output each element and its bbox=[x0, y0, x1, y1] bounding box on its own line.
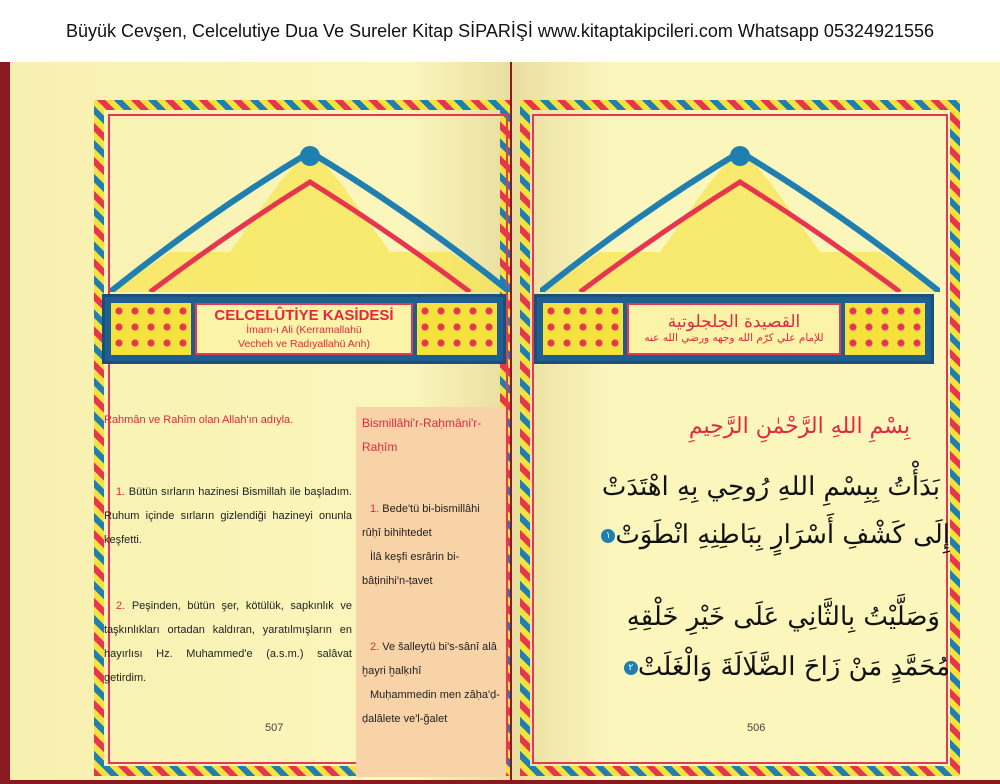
title-banner bbox=[534, 294, 934, 364]
verse-number: 1. bbox=[116, 486, 126, 498]
page-number: 506 bbox=[747, 722, 766, 734]
right-page bbox=[512, 62, 1000, 780]
transliteration-line: Muḥammedin men zâḥa'ḍ-ḍalâlete ve'l-ğalet bbox=[362, 689, 500, 725]
verse-translation: Peşinden, bütün şer, kötülük, sapkınlık ve taşkınlıkları ortadan kaldıran, yaratılmışların en hayırlısı Hz. Muhammed'e (a.s.m.) salâvat getirdim. bbox=[104, 600, 352, 684]
verse-number-medallion: ١ bbox=[601, 529, 615, 543]
verse-translation: Bütün sırların hazinesi Bismillah ile başladım. Ruhum içinde sırların gizlendiği hazineyi onunla keşfetti. bbox=[104, 486, 352, 546]
verse-number: 2. bbox=[370, 641, 380, 653]
transliteration-heading: Bismillâhi'r-Raḥmâni'r-Raḥîm bbox=[362, 416, 482, 454]
poem-subtitle-1: İmam-ı Ali (Kerramallahü bbox=[246, 323, 362, 336]
page-number: 507 bbox=[265, 722, 284, 734]
verse-number: 1. bbox=[370, 503, 380, 515]
listing-header: Büyük Cevşen, Celcelutiye Dua Ve Sureler Kitap SİPARİŞİ www.kitaptakipcileri.com Whatsapp 05324921556 bbox=[65, 20, 935, 41]
transliteration-line: Ve šalleytü bi's-sânî alâ ḫayri ḫalḳıhî bbox=[362, 641, 497, 677]
book-spread bbox=[0, 62, 1000, 784]
transliteration-line: Bede'tü bi-bismillâhi rûḥî bihihtedet bbox=[362, 503, 480, 539]
arabic-verse-line: إِلَى كَشْفِ أَسْرَارٍ بِبَاطِنِهِ انْطَوَتْ bbox=[615, 520, 950, 550]
arabic-subtitle: للإمام علي كرّم الله وجهه ورضي الله عنه bbox=[644, 332, 824, 345]
arabic-poem-title: القصيدة الجلجلوتية bbox=[667, 312, 801, 333]
poem-subtitle-2: Vecheh ve Radıyallahü Anh) bbox=[238, 337, 370, 350]
title-banner bbox=[102, 294, 506, 364]
arabic-verse-line: مُحَمَّدٍ مَنْ زَاحَ الضَّلَالَةَ وَالْغَلَتْ bbox=[637, 652, 950, 682]
transliteration-column bbox=[356, 407, 506, 777]
transliteration-line: İlâ keşfi esrârin bi-bâṭinihi'n-ṭavet bbox=[362, 551, 460, 587]
verse-number-medallion: ٢ bbox=[624, 661, 638, 675]
verse-number: 2. bbox=[116, 600, 126, 612]
arabic-verse-line: بَدَأْتُ بِبِسْمِ اللهِ رُوحِي بِهِ اهْتَدَتْ bbox=[601, 472, 940, 502]
poem-title: CELCELÛTİYE KASİDESİ bbox=[214, 306, 394, 324]
floral-crown-ornament bbox=[110, 142, 510, 292]
arabic-verse-line: وَصَلَّيْتُ بِالثَّانِي عَلَى خَيْرِ خَلْقِهِ bbox=[626, 602, 940, 632]
translation-heading: Rahmân ve Rahîm olan Allah'ın adıyla. bbox=[104, 414, 294, 426]
left-page bbox=[10, 62, 510, 780]
translation-column bbox=[104, 408, 352, 690]
floral-crown-ornament bbox=[540, 142, 940, 292]
basmala: بِسْمِ اللهِ الرَّحْمٰنِ الرَّحِيمِ bbox=[688, 414, 910, 439]
